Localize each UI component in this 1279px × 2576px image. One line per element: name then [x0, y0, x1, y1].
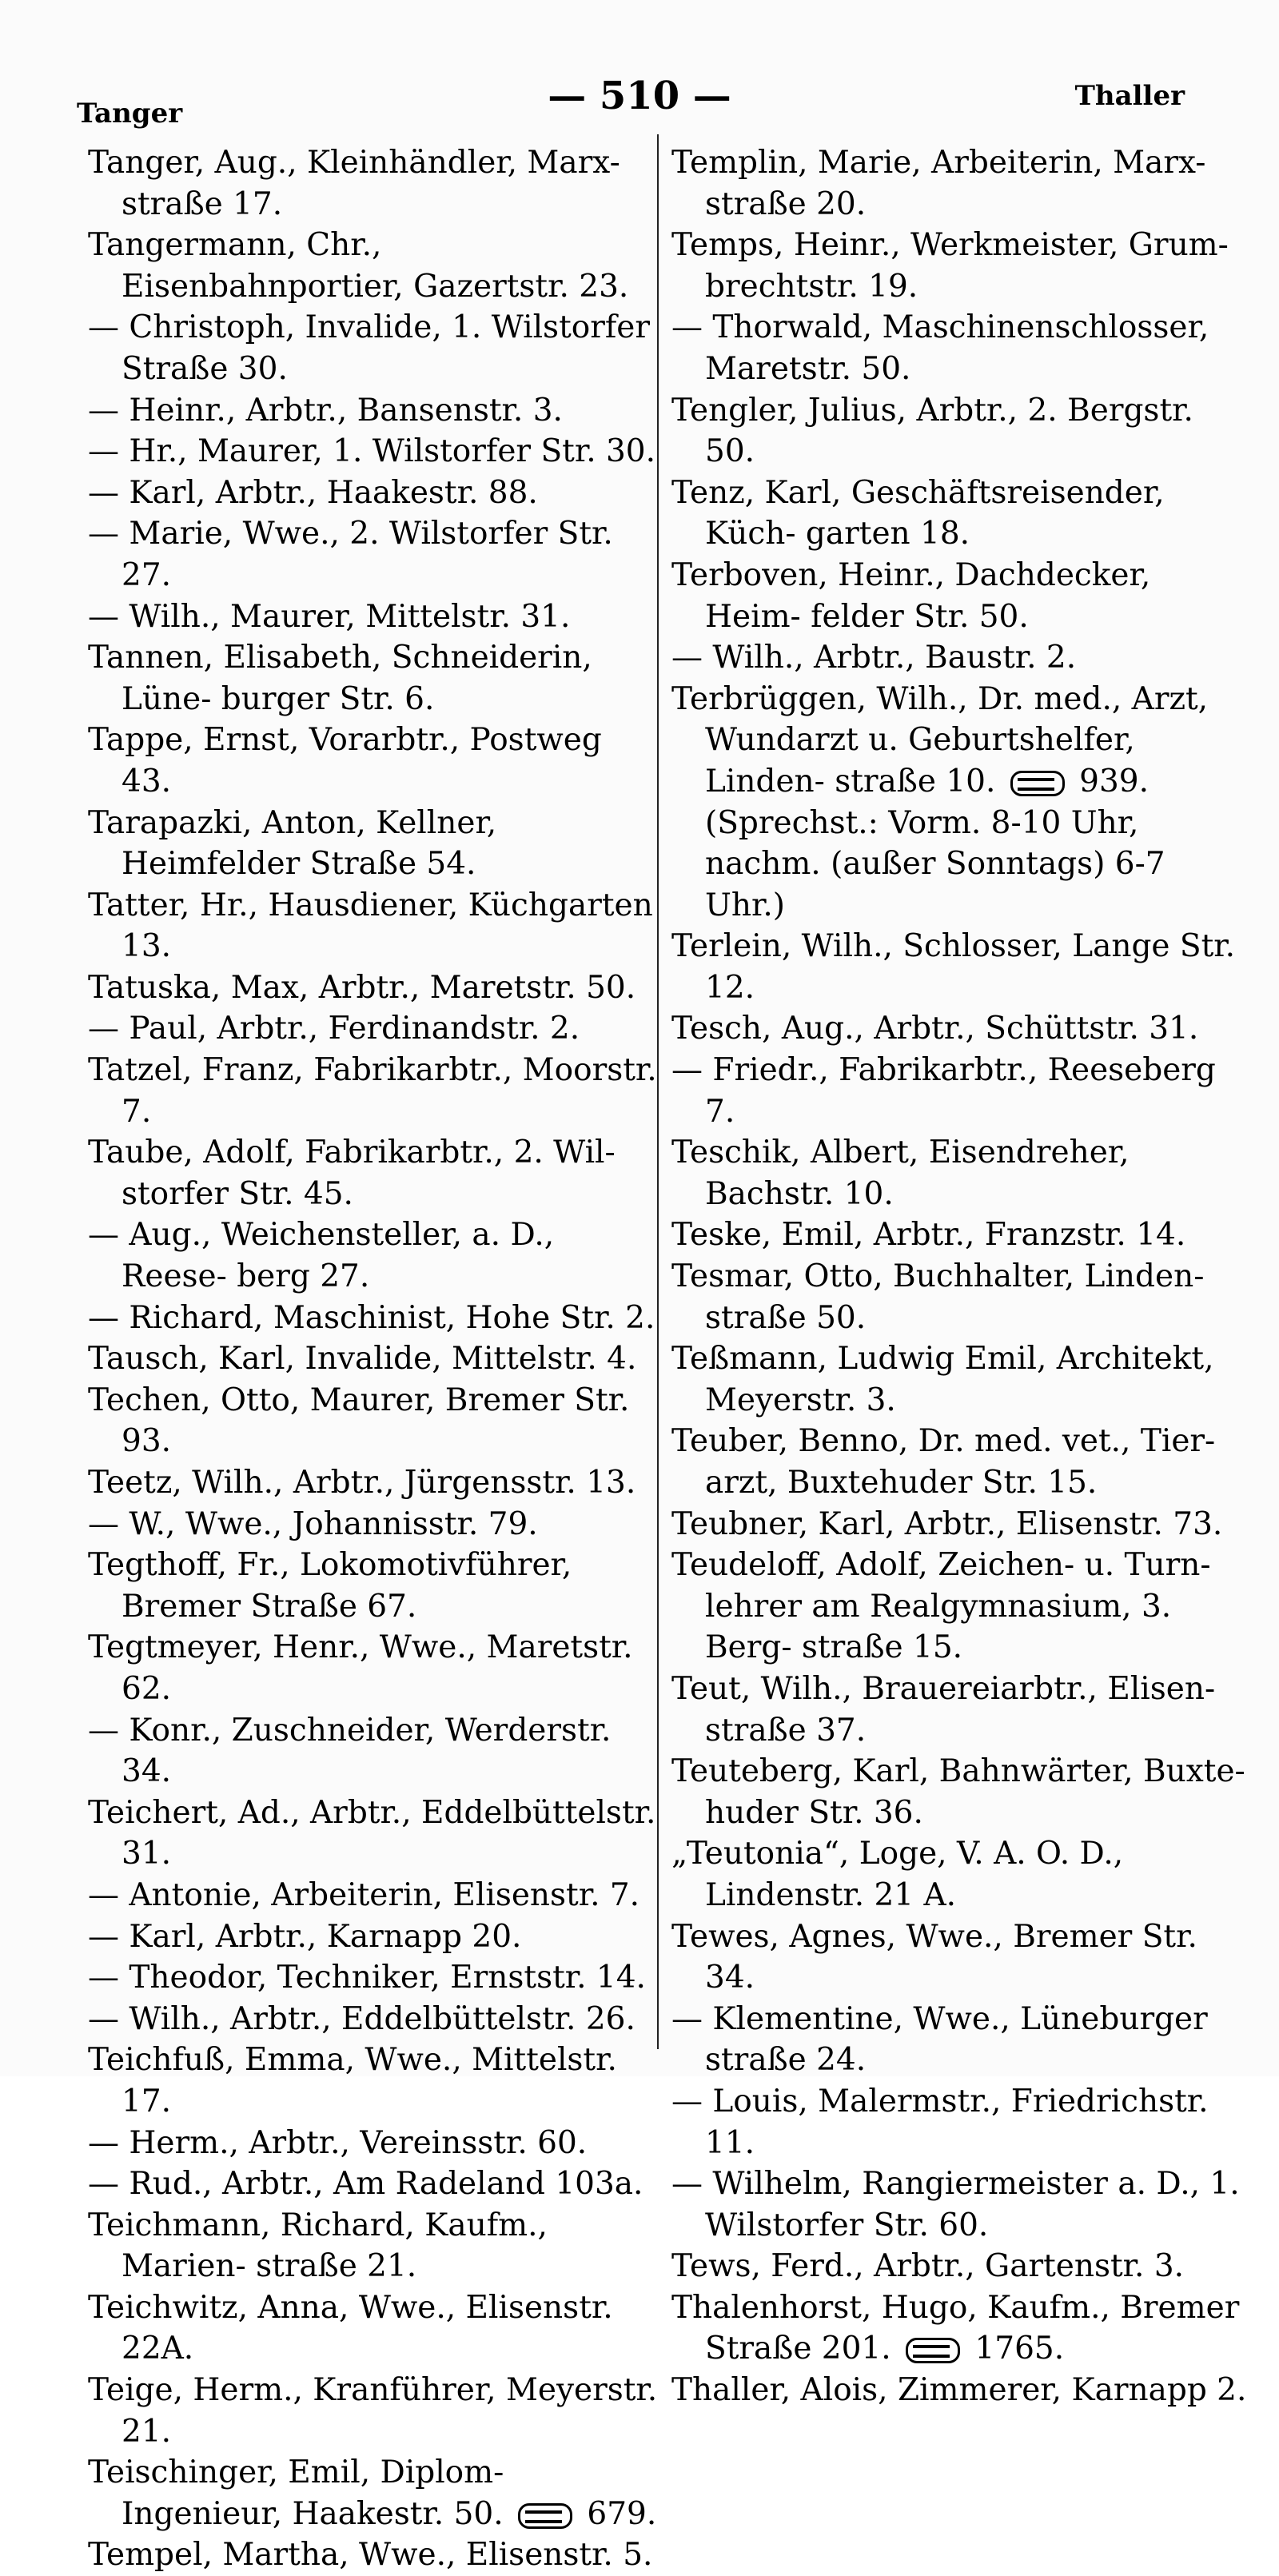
directory-entry: — W., Wwe., Johannisstr. 79.	[88, 1505, 538, 1542]
directory-entry: Teichwitz, Anna, Wwe., Elisenstr. 22A.	[88, 2289, 624, 2367]
directory-entry: — Marie, Wwe., 2. Wilstorfer Str. 27.	[88, 516, 624, 593]
directory-entry: Tegthoff, Fr., Lokomotivführer, Bremer Straße 67.	[88, 1547, 582, 1625]
directory-entry: Templin, Marie, Arbeiterin, Marx- straße 20.	[671, 145, 1216, 222]
directory-entry: Teuber, Benno, Dr. med. vet., Tier- arzt, Buxtehuder Str. 15.	[671, 1423, 1225, 1501]
directory-entry: — Klementine, Wwe., Lüneburger straße 24.	[671, 2000, 1218, 2079]
directory-entry: Thalenhorst, Hugo, Kaufm., Bremer Straße 201. 1765.	[671, 2289, 1249, 2367]
page-number: — 510 —	[548, 74, 731, 118]
directory-entry: Tesch, Aug., Arbtr., Schüttstr. 31.	[671, 1011, 1199, 1047]
directory-entry: Teuteberg, Karl, Bahnwärter, Buxte- huder Str. 36.	[671, 1753, 1256, 1831]
directory-entry: Teige, Herm., Kranführer, Meyerstr. 21.	[88, 2372, 667, 2450]
directory-entry: Teske, Emil, Arbtr., Franzstr. 14.	[671, 1217, 1186, 1254]
directory-entry: — Aug., Weichensteller, a. D., Reese- berg 27.	[88, 1217, 564, 1295]
directory-entry: Tatuska, Max, Arbtr., Maretstr. 50.	[88, 969, 636, 1006]
directory-entry: Teßmann, Ludwig Emil, Architekt, Meyerstr. 3.	[671, 1341, 1224, 1418]
running-header-right: Thaller	[1074, 80, 1185, 112]
directory-entry: — Louis, Malermstr., Friedrichstr. 11.	[671, 2083, 1218, 2161]
directory-entry: Teischinger, Emil, Diplom-Ingenieur, Haakestr. 50. 679.	[88, 2454, 657, 2532]
directory-entry: Teubner, Karl, Arbtr., Elisenstr. 73.	[671, 1505, 1223, 1542]
directory-entry: Taube, Adolf, Fabrikarbtr., 2. Wil- storfer Str. 45.	[88, 1134, 626, 1212]
directory-entry: Tangermann, Chr., Eisenbahnportier, Gazertstr. 23.	[88, 227, 629, 305]
telephone-icon	[906, 2338, 960, 2363]
directory-entry: — Heinr., Arbtr., Bansenstr. 3.	[88, 392, 563, 429]
directory-entry: — Herm., Arbtr., Vereinsstr. 60.	[88, 2124, 588, 2161]
directory-entry: — Christoph, Invalide, 1. Wilstorfer Straße 30.	[88, 309, 660, 387]
directory-entry: Tannen, Elisabeth, Schneiderin, Lüne- burger Str. 6.	[88, 640, 603, 717]
directory-entry: — Paul, Arbtr., Ferdinandstr. 2.	[88, 1011, 580, 1047]
directory-entry: — Thorwald, Maschinenschlosser, Maretstr. 50.	[671, 309, 1219, 387]
directory-entry: Tegtmeyer, Henr., Wwe., Maretstr. 62.	[88, 1629, 643, 1707]
directory-entry: Teschik, Albert, Eisendreher, Bachstr. 10.	[671, 1134, 1139, 1212]
directory-entry: Thaller, Alois, Zimmerer, Karnapp 2.	[671, 2372, 1247, 2409]
directory-entry: Tesmar, Otto, Buchhalter, Linden- straße 50.	[671, 1258, 1214, 1336]
directory-entry: Teudeloff, Adolf, Zeichen- u. Turn- lehrer am Realgymnasium, 3. Berg- straße 15.	[671, 1547, 1221, 1666]
directory-entry: Tempel, Martha, Wwe., Elisenstr. 5.	[88, 2537, 653, 2574]
directory-entry: — Wilh., Arbtr., Baustr. 2.	[671, 640, 1077, 676]
directory-entry: Tatter, Hr., Hausdiener, Küchgarten 13.	[88, 887, 663, 965]
directory-entry: Tausch, Karl, Invalide, Mittelstr. 4.	[88, 1341, 637, 1378]
directory-entry: Tarapazki, Anton, Kellner, Heimfelder Straße 54.	[88, 804, 507, 883]
directory-entry: — Rud., Arbtr., Am Radeland 103a.	[88, 2166, 643, 2203]
directory-entry: Tewes, Agnes, Wwe., Bremer Str. 34.	[671, 1918, 1208, 1996]
directory-entry: — Karl, Arbtr., Karnapp 20.	[88, 1918, 522, 1955]
directory-entry: Tews, Ferd., Arbtr., Gartenstr. 3.	[671, 2248, 1185, 2285]
directory-entry: Teetz, Wilh., Arbtr., Jürgensstr. 13.	[88, 1465, 636, 1501]
directory-entry: — Konr., Zuschneider, Werderstr. 34.	[88, 1712, 621, 1790]
directory-entry: — Antonie, Arbeiterin, Elisenstr. 7.	[88, 1876, 640, 1913]
telephone-icon	[518, 2503, 572, 2529]
directory-entry: — Theodor, Techniker, Ernststr. 14.	[88, 1960, 646, 1996]
directory-entry: Terlein, Wilh., Schlosser, Lange Str. 12.	[671, 928, 1245, 1006]
directory-entry: — Wilh., Arbtr., Eddelbüttelstr. 26.	[88, 2000, 636, 2037]
directory-entry: Tatzel, Franz, Fabrikarbtr., Moorstr. 7.	[88, 1052, 667, 1130]
directory-entry: — Richard, Maschinist, Hohe Str. 2.	[88, 1299, 655, 1336]
directory-entry: Techen, Otto, Maurer, Bremer Str. 93.	[88, 1382, 640, 1460]
directory-entry: Temps, Heinr., Werkmeister, Grum- brechtstr. 19.	[671, 227, 1239, 305]
directory-entry: Teichert, Ad., Arbtr., Eddelbüttelstr. 31.	[88, 1794, 666, 1872]
directory-entry: Tenz, Karl, Geschäftsreisender, Küch- garten 18.	[671, 474, 1175, 552]
directory-entry: — Karl, Arbtr., Haakestr. 88.	[88, 474, 538, 511]
telephone-icon	[1010, 771, 1065, 796]
directory-entry: Teichfuß, Emma, Wwe., Mittelstr. 17.	[88, 2042, 628, 2119]
directory-entry: — Wilh., Maurer, Mittelstr. 31.	[88, 598, 571, 635]
right-column	[671, 142, 1256, 2409]
directory-entry: — Friedr., Fabrikarbtr., Reeseberg 7.	[671, 1052, 1226, 1130]
running-header-left: Tanger	[77, 98, 183, 130]
directory-entry: Tengler, Julius, Arbtr., 2. Bergstr. 50.	[671, 392, 1204, 470]
directory-entry: Terboven, Heinr., Dachdecker, Heim- felder Str. 50.	[671, 556, 1161, 635]
directory-entry: — Hr., Maurer, 1. Wilstorfer Str. 30.	[88, 433, 656, 470]
directory-entry: Tanger, Aug., Kleinhändler, Marx- straße 17.	[88, 145, 631, 222]
directory-entry: Tappe, Ernst, Vorarbtr., Postweg 43.	[88, 722, 612, 800]
left-column	[88, 142, 667, 2574]
directory-entry: Teut, Wilh., Brauereiarbtr., Elisen- straße 37.	[671, 1670, 1225, 1749]
directory-entry: „Teutonia“, Loge, V. A. O. D., Lindenstr. 21 A.	[671, 1836, 1134, 1913]
directory-entry: Teichmann, Richard, Kaufm., Marien- straße 21.	[88, 2207, 558, 2285]
directory-entry: — Wilhelm, Rangiermeister a. D., 1. Wilstorfer Str. 60.	[671, 2166, 1250, 2243]
directory-entry: Terbrüggen, Wilh., Dr. med., Arzt, Wundarzt u. Geburtshelfer, Linden- straße 10. 939. (Sprechst.: Vorm. 8-10 Uhr, nachm. (außer Sonntags) 6-7 Uhr.)	[671, 680, 1218, 923]
